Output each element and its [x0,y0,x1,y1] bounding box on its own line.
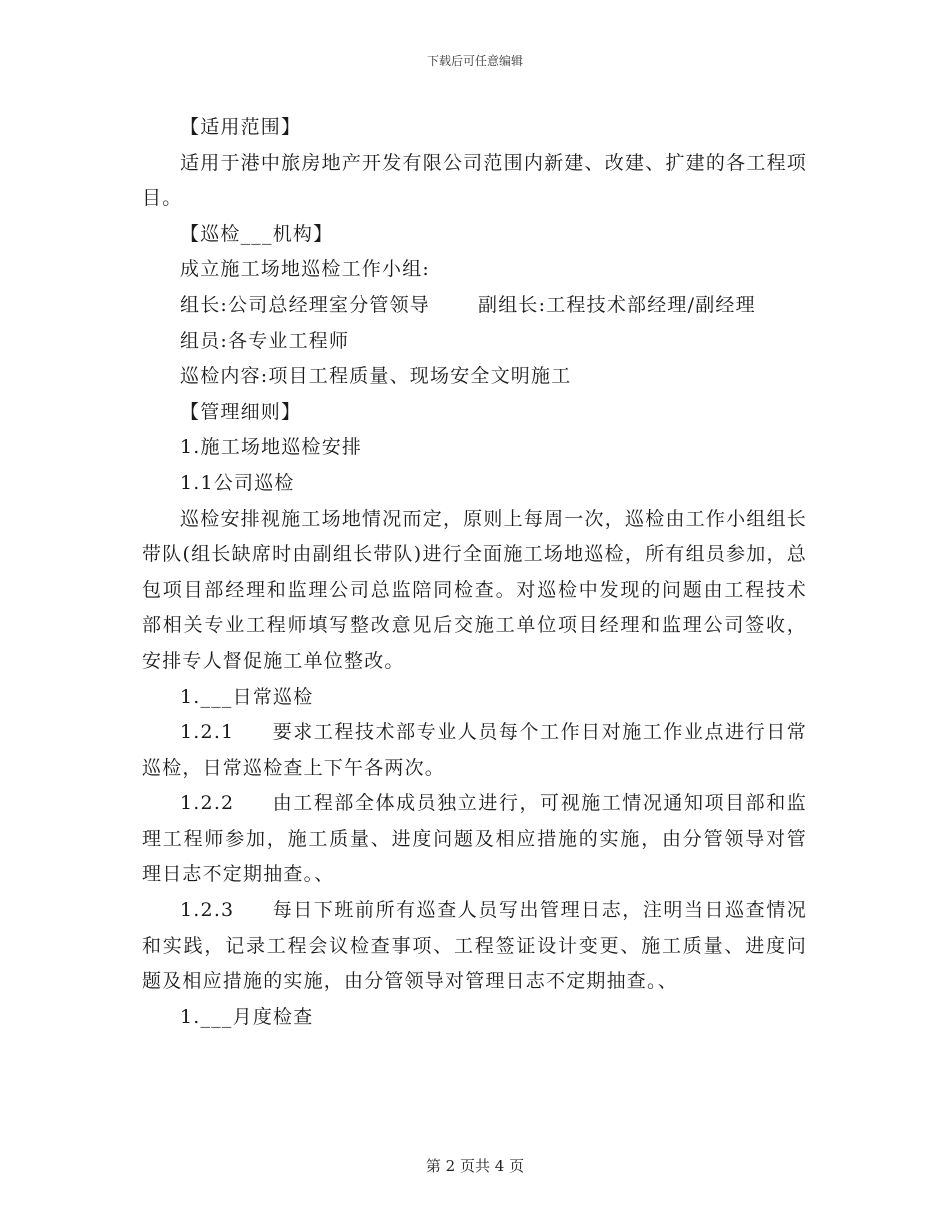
page-header: 下载后可任意编辑 [426,54,523,68]
org-intro: 成立施工场地巡检工作小组: [180,258,431,281]
section-1-2-1-number: 1.2.1 [180,721,235,744]
members-line: 组员:各专业工程师 [180,329,350,352]
section-1-2-title: 1.___日常巡检 [180,685,314,708]
deputy-text: 副组长:工程技术部经理/副经理 [478,293,756,316]
page-footer: 第 2 页共 4 页 [425,1157,525,1175]
section-1-3-title: 1.___月度检查 [180,1005,314,1028]
scope-heading: 【适用范围】 [180,116,302,138]
section-1-2-2-text: 由工程部全体成员独立进行，可视施工情况通知项目部和监理工程师参加，施工质量、进度问题及相应措施的实施，由分管领导对管理日志不定期抽查。、 [142,792,807,886]
section-1-2-2-number: 1.2.2 [180,792,235,815]
rules-heading: 【管理细则】 [180,400,302,423]
section-1-2-3 [142,893,807,1000]
section-1-2-1-text: 要求工程技术部专业人员每个工作日对施工作业点进行日常巡检，日常巡检查上下午各两次。 [142,721,807,779]
section-1-2-1 [142,715,807,786]
section-1-2-3-text: 每日下班前所有巡查人员写出管理日志，注明当日巡查情况和实践，记录工程会议检查事项、工程签证设计变更、施工质量、进度问题及相应措施的实施，由分管领导对管理日志不定期抽查。、 [142,899,807,993]
leader-line [142,288,807,324]
section-1-title: 1.施工场地巡检安排 [180,436,363,459]
section-1-2-2 [142,786,807,893]
leader-text: 组长:公司总经理室分管领导 [180,293,431,316]
scope-text: 适用于港中旅房地产开发有限公司范围内新建、改建、扩建的各工程项目。 [142,151,807,210]
section-1-1-title: 1.1公司巡检 [180,471,295,494]
section-1-2-3-number: 1.2.3 [180,899,235,922]
org-heading: 【巡检___机构】 [180,222,334,245]
section-1-1-text: 巡检安排视施工场地情况而定，原则上每周一次，巡检由工作小组组长带队(组长缺席时由副组长带队)进行全面施工场地巡检，所有组员参加，总包项目部经理和监理公司总监陪同检查。对巡检中发现的问题由工程技术部相关专业工程师填写整改意见后交施工单位项目经理和监理公司签收，安排专人督促施工单位整改。 [142,507,807,672]
inspect-content: 巡检内容:项目工程质量、现场安全文明施工 [180,365,572,388]
document-body [142,110,807,1035]
